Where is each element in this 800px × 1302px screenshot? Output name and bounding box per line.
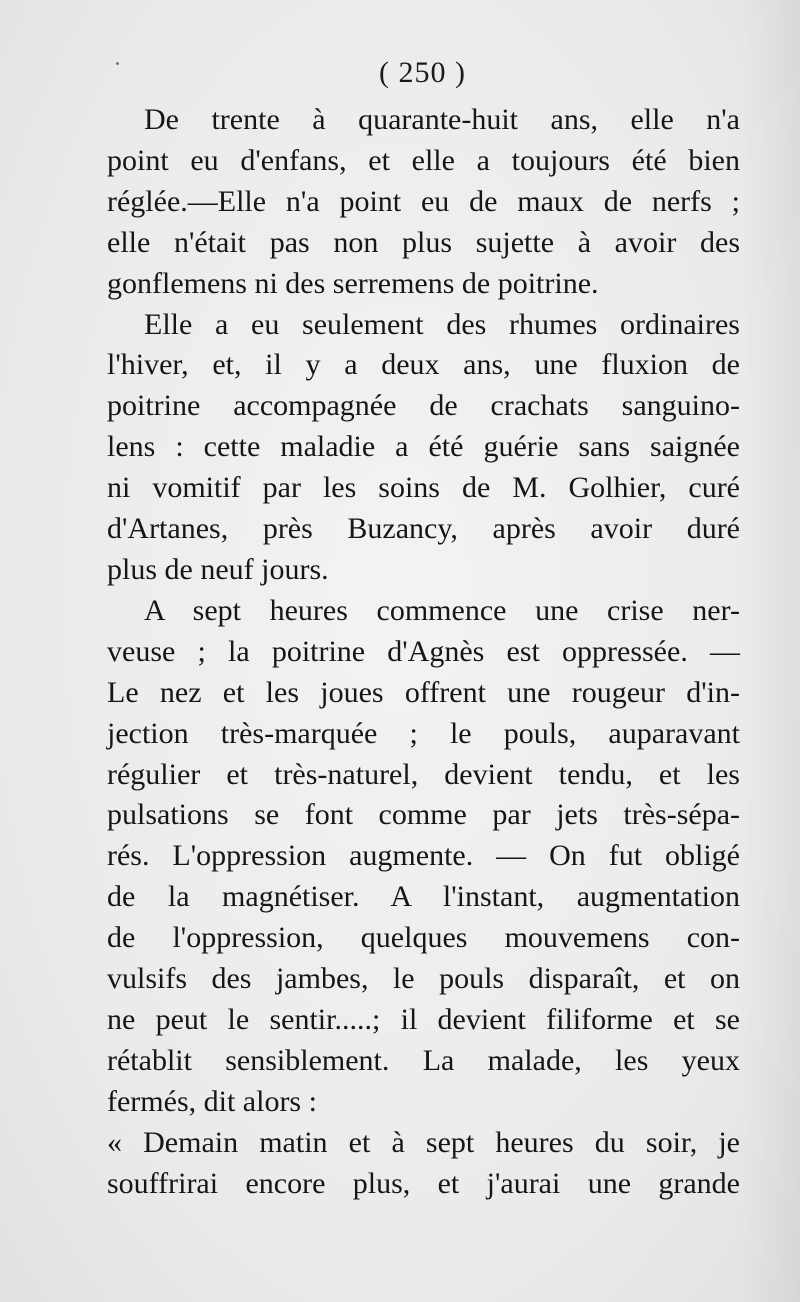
text-line: l'hiver, et, il y a deux ans, une fluxion de (107, 348, 740, 382)
text-line: rés. L'oppression augmente. — On fut obligé (107, 839, 740, 873)
text-line: elle n'était pas non plus sujette à avoir des (107, 225, 740, 259)
text-line: ni vomitif par les soins de M. Golhier, curé (107, 471, 740, 505)
text-line: régulier et très-naturel, devient tendu, et les (107, 757, 740, 791)
text-line: fermés, dit alors : (107, 1084, 317, 1118)
page-edge-shadow (740, 0, 800, 1302)
text-line: De trente à quarante-huit ans, elle n'a (144, 103, 740, 136)
text-line: réglée.—Elle n'a point eu de maux de nerfs ; (107, 184, 740, 218)
text-line: de l'oppression, quelques mouvemens con- (107, 921, 740, 955)
text-line: rétablit sensiblement. La malade, les yeux (107, 1043, 740, 1077)
text-line: poitrine accompagnée de crachats sanguino- (107, 389, 740, 423)
text-line: « Demain matin et à sept heures du soir, je (107, 1125, 740, 1159)
text-line: veuse ; la poitrine d'Agnès est oppressée. — (107, 634, 740, 668)
text-line: souffrirai encore plus, et j'aurai une grande (107, 1166, 740, 1200)
text-line: point eu d'enfans, et elle a toujours été bien (107, 143, 740, 177)
text-line: vulsifs des jambes, le pouls disparaît, et on (107, 962, 740, 996)
page-number: ( 250 ) (379, 56, 466, 89)
text-line: plus de neuf jours. (107, 552, 329, 586)
body-text (107, 100, 740, 1204)
text-line: d'Artanes, près Buzancy, après avoir duré (107, 512, 740, 546)
text-line: pulsations se font comme par jets très-sépa- (107, 798, 740, 832)
text-line: ne peut le sentir.....; il devient filiforme et se (107, 1002, 740, 1036)
text-line: Le nez et les joues offrent une rougeur d'in- (107, 675, 740, 709)
text-line: A sept heures commence une crise ner- (144, 593, 740, 627)
text-line: de la magnétiser. A l'instant, augmentation (107, 880, 740, 914)
text-line: lens : cette maladie a été guérie sans saignée (107, 430, 740, 464)
text-line: gonflemens ni des serremens de poitrine. (107, 266, 599, 300)
text-line: jection très-marquée ; le pouls, auparavant (107, 716, 740, 750)
text-line: Elle a eu seulement des rhumes ordinaires (144, 307, 740, 341)
